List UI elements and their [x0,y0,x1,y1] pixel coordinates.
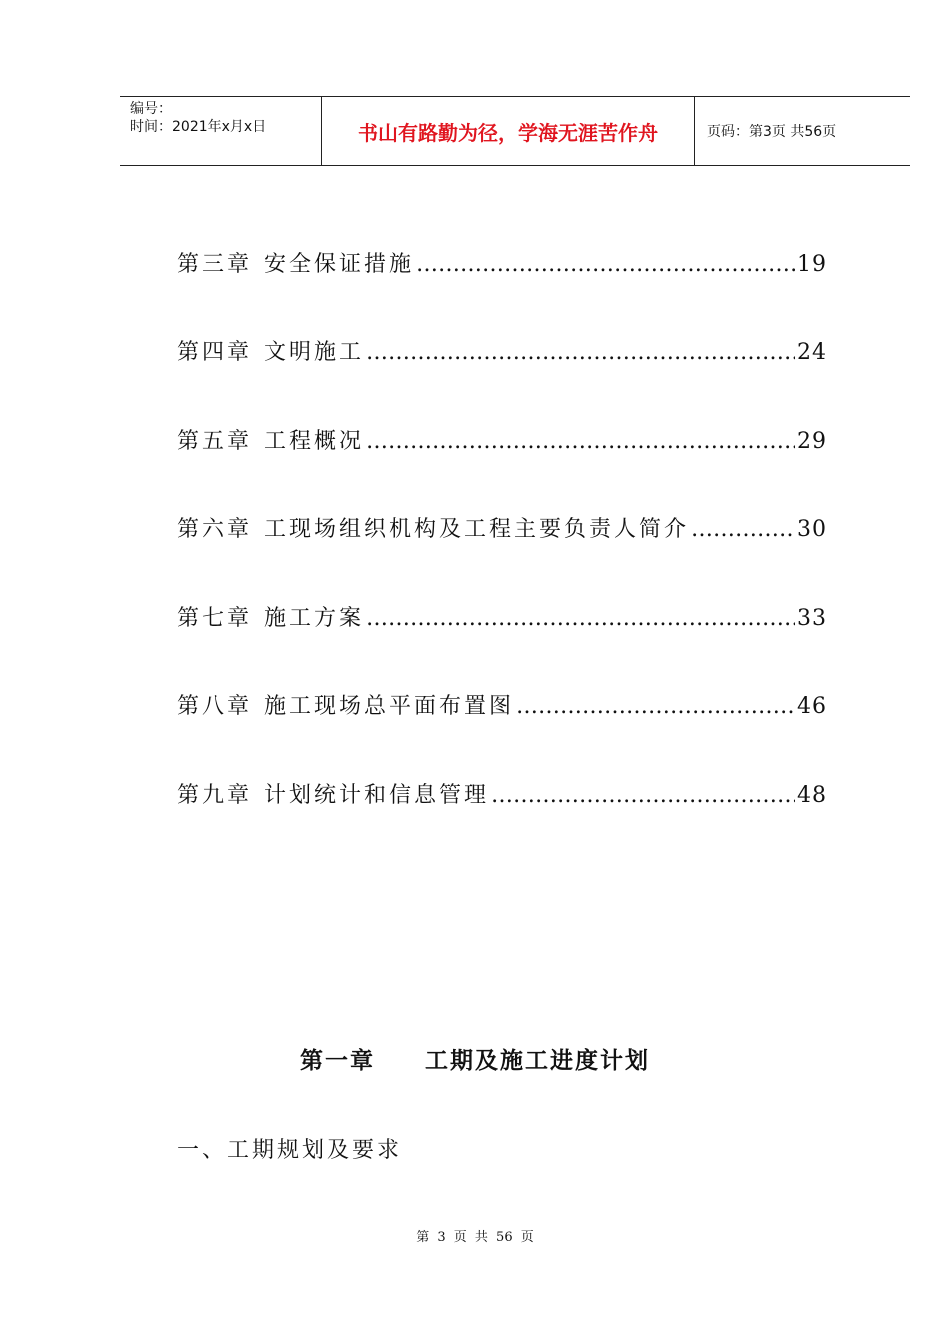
toc-entry-label [177,336,364,370]
toc-entry[interactable] [177,425,827,459]
toc-entry-label [177,602,364,636]
toc-leader-dots [491,779,795,813]
time-label: 时间：2021年x月x日 [130,119,267,135]
toc-entry-label [177,513,689,547]
toc-leader-dots [416,248,795,282]
toc-leader-dots [366,336,795,370]
page-footer: 第 3 页 共 56 页 [416,1230,534,1245]
toc-entry-label [177,690,514,724]
toc-page-number: 48 [797,783,827,808]
toc-chapter-title: 安全保证措施 [264,252,415,277]
toc-chapter-number: 第五章 [177,429,253,454]
toc-chapter-number: 第六章 [177,517,253,542]
toc-entry[interactable] [177,779,827,813]
toc-page-number: 29 [797,429,827,454]
toc-chapter-title: 工现场组织机构及工程主要负责人简介 [264,517,690,542]
header-info-cell [120,97,322,165]
toc-chapter-number: 第八章 [177,694,253,719]
toc-leader-dots [366,602,795,636]
toc-entry[interactable] [177,690,827,724]
toc-page-number: 24 [797,340,827,365]
toc-chapter-number: 第三章 [177,252,253,277]
toc-page-number: 46 [797,694,827,719]
toc-entry[interactable] [177,513,827,547]
toc-chapter-title: 计划统计和信息管理 [264,783,490,808]
toc-chapter-title: 文明施工 [264,340,365,365]
serial-label: 编号： [130,101,172,117]
toc-leader-dots [691,513,795,547]
header-page-code: 页码：第3页 共56页 [707,124,837,140]
toc-page-number: 19 [797,252,827,277]
toc-entry-label [177,779,489,813]
toc-entry-label [177,248,414,282]
toc-chapter-number: 第九章 [177,783,253,808]
toc-leader-dots [516,690,795,724]
toc-chapter-number: 第四章 [177,340,253,365]
header-page-cell [695,97,910,165]
toc-entry[interactable] [177,336,827,370]
toc-page-number: 33 [797,606,827,631]
header-motto-cell [322,97,695,165]
chapter-heading [0,1043,950,1079]
toc-entry-label [177,425,364,459]
toc-chapter-title: 施工方案 [264,606,365,631]
toc-chapter-title: 工程概况 [264,429,365,454]
toc-entry[interactable] [177,248,827,282]
header-motto: 书山有路勤为径，学海无涯苦作舟 [358,121,658,145]
toc-page-number: 30 [797,517,827,542]
chapter-heading-title: 工期及施工进度计划 [425,1048,650,1074]
toc-chapter-title: 施工现场总平面布置图 [264,694,515,719]
section-heading: 一、工期规划及要求 [177,1138,403,1163]
chapter-heading-number: 第一章 [300,1048,375,1074]
toc-entry[interactable] [177,602,827,636]
toc-leader-dots [366,425,795,459]
document-header [120,96,910,166]
toc-chapter-number: 第七章 [177,606,253,631]
